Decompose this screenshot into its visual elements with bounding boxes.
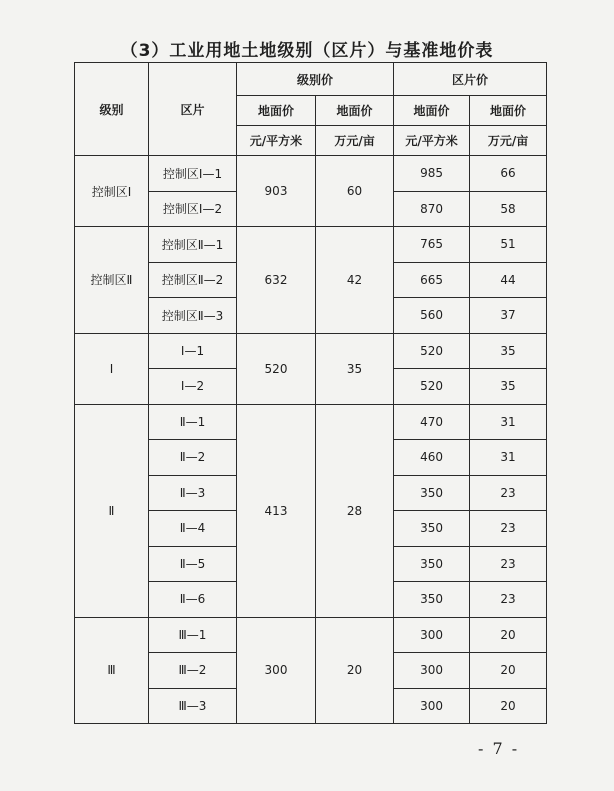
level-cell: Ⅲ: [75, 617, 149, 724]
header-unit-mu: 万元/亩: [316, 126, 394, 156]
level-price-sqm-cell: 632: [237, 227, 316, 334]
zone-price-sqm-cell: 520: [394, 369, 470, 405]
zone-price-sqm-cell: 460: [394, 440, 470, 476]
level-price-sqm-cell: 300: [237, 617, 316, 724]
level-price-mu-cell: 60: [316, 156, 394, 227]
table-row: [75, 156, 547, 192]
zone-cell: 控制区Ⅱ—3: [149, 298, 237, 334]
zone-price-sqm-cell: 870: [394, 191, 470, 227]
zone-price-mu-cell: 66: [470, 156, 547, 192]
zone-cell: 控制区Ⅰ—2: [149, 191, 237, 227]
zone-price-mu-cell: 51: [470, 227, 547, 263]
table-row: [75, 404, 547, 440]
zone-price-sqm-cell: 765: [394, 227, 470, 263]
zone-price-sqm-cell: 300: [394, 617, 470, 653]
zone-cell: Ⅱ—2: [149, 440, 237, 476]
level-price-sqm-cell: 520: [237, 333, 316, 404]
level-cell: 控制区Ⅱ: [75, 227, 149, 334]
level-price-mu-cell: 20: [316, 617, 394, 724]
zone-cell: Ⅱ—4: [149, 511, 237, 547]
zone-cell: Ⅲ—3: [149, 688, 237, 724]
level-cell: Ⅰ: [75, 333, 149, 404]
zone-price-sqm-cell: 350: [394, 546, 470, 582]
level-price-sqm-cell: 903: [237, 156, 316, 227]
page-title: （3）工业用地土地级别（区片）与基准地价表: [120, 41, 494, 61]
zone-price-mu-cell: 20: [470, 688, 547, 724]
header-unit-sqm: 元/平方米: [394, 126, 470, 156]
header-zone: 区片: [149, 63, 237, 156]
zone-price-mu-cell: 23: [470, 546, 547, 582]
zone-price-sqm-cell: 665: [394, 262, 470, 298]
zone-price-sqm-cell: 470: [394, 404, 470, 440]
zone-price-sqm-cell: 350: [394, 511, 470, 547]
header-land-price: 地面价: [316, 96, 394, 126]
level-cell: Ⅱ: [75, 404, 149, 617]
zone-price-mu-cell: 31: [470, 404, 547, 440]
zone-cell: 控制区Ⅱ—2: [149, 262, 237, 298]
table-row: [75, 227, 547, 263]
land-price-table: [74, 62, 547, 724]
zone-price-sqm-cell: 560: [394, 298, 470, 334]
zone-price-sqm-cell: 300: [394, 688, 470, 724]
table-body: [75, 156, 547, 724]
level-price-mu-cell: 42: [316, 227, 394, 334]
level-price-mu-cell: 28: [316, 404, 394, 617]
zone-price-mu-cell: 35: [470, 369, 547, 405]
zone-price-sqm-cell: 350: [394, 475, 470, 511]
header-land-price: 地面价: [394, 96, 470, 126]
zone-price-sqm-cell: 350: [394, 582, 470, 618]
header-land-price: 地面价: [470, 96, 547, 126]
header-land-price: 地面价: [237, 96, 316, 126]
zone-price-mu-cell: 20: [470, 617, 547, 653]
zone-cell: Ⅰ—1: [149, 333, 237, 369]
table-row: [75, 333, 547, 369]
zone-price-mu-cell: 23: [470, 475, 547, 511]
page-number: - 7 -: [478, 739, 520, 758]
header-unit-mu: 万元/亩: [470, 126, 547, 156]
zone-price-sqm-cell: 300: [394, 653, 470, 689]
level-price-mu-cell: 35: [316, 333, 394, 404]
zone-price-mu-cell: 23: [470, 582, 547, 618]
header-level: 级别: [75, 63, 149, 156]
zone-price-mu-cell: 31: [470, 440, 547, 476]
zone-cell: Ⅱ—6: [149, 582, 237, 618]
header-level-price: 级别价: [237, 63, 394, 96]
zone-cell: Ⅱ—3: [149, 475, 237, 511]
table-row: [75, 617, 547, 653]
zone-cell: Ⅲ—2: [149, 653, 237, 689]
zone-price-sqm-cell: 520: [394, 333, 470, 369]
zone-cell: Ⅲ—1: [149, 617, 237, 653]
header-zone-price: 区片价: [394, 63, 547, 96]
zone-cell: Ⅱ—1: [149, 404, 237, 440]
zone-price-mu-cell: 23: [470, 511, 547, 547]
header-unit-sqm: 元/平方米: [237, 126, 316, 156]
zone-cell: Ⅰ—2: [149, 369, 237, 405]
zone-cell: 控制区Ⅰ—1: [149, 156, 237, 192]
zone-price-sqm-cell: 985: [394, 156, 470, 192]
zone-price-mu-cell: 44: [470, 262, 547, 298]
zone-cell: 控制区Ⅱ—1: [149, 227, 237, 263]
zone-price-mu-cell: 58: [470, 191, 547, 227]
level-cell: 控制区Ⅰ: [75, 156, 149, 227]
zone-cell: Ⅱ—5: [149, 546, 237, 582]
zone-price-mu-cell: 37: [470, 298, 547, 334]
zone-price-mu-cell: 20: [470, 653, 547, 689]
level-price-sqm-cell: 413: [237, 404, 316, 617]
zone-price-mu-cell: 35: [470, 333, 547, 369]
